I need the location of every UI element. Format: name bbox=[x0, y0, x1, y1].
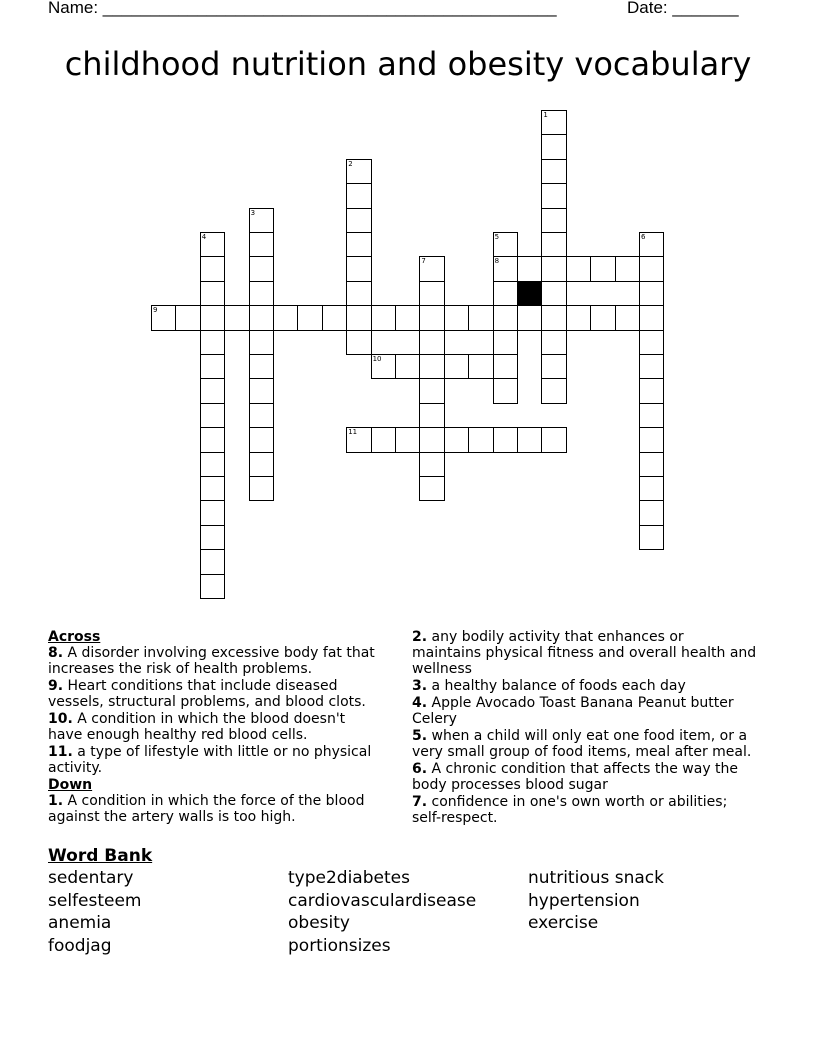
clue-text: A condition in which the blood doesn't have enough healthy red blood cells. bbox=[48, 711, 346, 743]
crossword-cell[interactable] bbox=[249, 232, 274, 257]
word-bank-item: cardiovasculardisease bbox=[288, 891, 477, 911]
clue-number-label: 1 bbox=[543, 111, 548, 119]
crossword-cell[interactable] bbox=[200, 378, 225, 403]
clue-down-2 bbox=[412, 629, 757, 677]
crossword-cell[interactable] bbox=[639, 281, 664, 306]
crossword-cell[interactable] bbox=[590, 305, 615, 330]
word-bank-item: nutritious snack bbox=[528, 868, 664, 888]
crossword-cell[interactable] bbox=[444, 427, 469, 452]
crossword-cell[interactable] bbox=[395, 354, 420, 379]
crossword-cell[interactable] bbox=[249, 403, 274, 428]
crossword-cell[interactable] bbox=[541, 208, 566, 233]
word-bank-item: selfesteem bbox=[48, 891, 142, 911]
crossword-cell[interactable] bbox=[639, 427, 664, 452]
crossword-cell[interactable] bbox=[346, 281, 371, 306]
clue-text: confidence in one's own worth or abilities; self-respect. bbox=[412, 794, 728, 826]
clue-text: A condition in which the force of the blood against the artery walls is too high. bbox=[48, 793, 365, 825]
clue-number: 11. bbox=[48, 744, 73, 760]
crossword-cell[interactable] bbox=[249, 452, 274, 477]
clue-number-label: 11 bbox=[348, 428, 358, 437]
clue-down-6 bbox=[412, 761, 757, 793]
word-bank-item: sedentary bbox=[48, 868, 134, 888]
clue-number: 9. bbox=[48, 678, 64, 694]
crossword-cell[interactable] bbox=[346, 183, 371, 208]
clue-down-5 bbox=[412, 728, 757, 760]
crossword-cell[interactable] bbox=[444, 354, 469, 379]
name-field[interactable]: Name: ________________________________________________ bbox=[48, 0, 557, 17]
crossword-cell[interactable] bbox=[493, 256, 518, 281]
crossword-cell[interactable] bbox=[249, 476, 274, 501]
clue-down-1 bbox=[48, 793, 383, 825]
crossword-cell[interactable] bbox=[371, 354, 396, 379]
clue-text: a healthy balance of foods each day bbox=[431, 678, 686, 694]
crossword-cell[interactable] bbox=[541, 330, 566, 355]
crossword-cell[interactable] bbox=[419, 354, 444, 379]
crossword-cell[interactable] bbox=[371, 427, 396, 452]
clue-down-3 bbox=[412, 678, 757, 694]
crossword-cell[interactable] bbox=[200, 232, 225, 257]
clue-text: any bodily activity that enhances or maintains physical fitness and overall health and wellness bbox=[412, 629, 757, 677]
clue-number: 6. bbox=[412, 761, 428, 777]
crossword-cell[interactable] bbox=[493, 354, 518, 379]
crossword-cell[interactable] bbox=[639, 525, 664, 550]
clue-number: 3. bbox=[412, 678, 428, 694]
clue-text: a type of lifestyle with little or no physical activity. bbox=[48, 744, 372, 776]
clue-number-label: 10 bbox=[372, 355, 382, 363]
clue-number: 4. bbox=[412, 695, 428, 711]
crossword-cell[interactable] bbox=[639, 476, 664, 501]
clue-number-label: 9 bbox=[153, 306, 158, 315]
crossword-cell[interactable] bbox=[468, 427, 493, 452]
crossword-cell[interactable] bbox=[493, 305, 518, 330]
crossword-cell[interactable] bbox=[566, 305, 591, 330]
crossword-cell[interactable] bbox=[444, 305, 469, 330]
clue-across-8 bbox=[48, 645, 383, 677]
crossword-cell[interactable] bbox=[541, 110, 566, 135]
crossword-cell[interactable] bbox=[493, 281, 518, 306]
clues-left-column bbox=[48, 629, 383, 826]
crossword-cell[interactable] bbox=[200, 305, 225, 330]
crossword-cell[interactable] bbox=[639, 378, 664, 403]
crossword-cell[interactable] bbox=[249, 256, 274, 281]
clue-number-label: 3 bbox=[250, 208, 256, 217]
crossword-cell[interactable] bbox=[200, 281, 225, 306]
crossword-cell[interactable] bbox=[419, 281, 444, 306]
crossword-cell[interactable] bbox=[249, 281, 274, 306]
crossword-cell[interactable] bbox=[541, 354, 566, 379]
clue-number-label: 8 bbox=[494, 257, 500, 266]
crossword-cell[interactable] bbox=[249, 378, 274, 403]
crossword-cell[interactable] bbox=[468, 354, 493, 379]
crossword-cell[interactable] bbox=[419, 427, 444, 452]
crossword-cell[interactable] bbox=[200, 549, 225, 574]
clue-number: 7. bbox=[412, 794, 428, 810]
crossword-cell[interactable] bbox=[151, 305, 176, 330]
crossword-cell[interactable] bbox=[541, 281, 566, 306]
crossword-cell[interactable] bbox=[346, 256, 371, 281]
crossword-cell[interactable] bbox=[249, 305, 274, 330]
crossword-cell[interactable] bbox=[200, 256, 225, 281]
crossword-cell[interactable] bbox=[541, 256, 566, 281]
crossword-cell[interactable] bbox=[200, 452, 225, 477]
word-bank-title: Word Bank bbox=[48, 846, 153, 866]
crossword-cell[interactable] bbox=[541, 232, 566, 257]
crossword-cell[interactable] bbox=[249, 330, 274, 355]
clue-down-4 bbox=[412, 695, 757, 727]
crossword-cell[interactable] bbox=[541, 183, 566, 208]
crossword-cell[interactable] bbox=[346, 159, 371, 184]
crossword-cell[interactable] bbox=[615, 305, 640, 330]
crossword-cell[interactable] bbox=[615, 256, 640, 281]
crossword-black-cell bbox=[517, 281, 542, 306]
date-field[interactable]: Date: _______ bbox=[627, 0, 739, 17]
crossword-cell[interactable] bbox=[346, 427, 371, 452]
crossword-cell[interactable] bbox=[639, 330, 664, 355]
clue-text: Apple Avocado Toast Banana Peanut butter Celery bbox=[412, 695, 734, 727]
crossword-cell[interactable] bbox=[419, 403, 444, 428]
word-bank-item: exercise bbox=[528, 913, 599, 933]
crossword-cell[interactable] bbox=[566, 256, 591, 281]
crossword-cell[interactable] bbox=[639, 256, 664, 281]
clue-number-label: 2 bbox=[348, 159, 353, 168]
crossword-cell[interactable] bbox=[639, 403, 664, 428]
clue-number-label: 5 bbox=[494, 233, 500, 241]
crossword-cell[interactable] bbox=[249, 427, 274, 452]
down-heading: Down bbox=[48, 777, 93, 793]
crossword-cell[interactable] bbox=[395, 305, 420, 330]
crossword-cell[interactable] bbox=[419, 256, 444, 281]
clue-text: A chronic condition that affects the way the body processes blood sugar bbox=[412, 761, 739, 793]
crossword-cell[interactable] bbox=[200, 476, 225, 501]
clue-down-7 bbox=[412, 794, 757, 826]
crossword-cell[interactable] bbox=[419, 452, 444, 477]
clue-number-label: 7 bbox=[421, 257, 426, 266]
crossword-cell[interactable] bbox=[200, 525, 225, 550]
crossword-cell[interactable] bbox=[517, 256, 542, 281]
crossword-cell[interactable] bbox=[639, 305, 664, 330]
crossword-cell[interactable] bbox=[200, 427, 225, 452]
clue-number: 5. bbox=[412, 728, 428, 744]
crossword-cell[interactable] bbox=[200, 354, 225, 379]
clues-right-column bbox=[412, 629, 757, 827]
crossword-cell[interactable] bbox=[541, 427, 566, 452]
crossword-cell[interactable] bbox=[517, 427, 542, 452]
clue-number-label: 6 bbox=[641, 233, 646, 241]
crossword-cell[interactable] bbox=[200, 403, 225, 428]
crossword-cell[interactable] bbox=[517, 305, 542, 330]
crossword-cell[interactable] bbox=[493, 378, 518, 403]
crossword-cell[interactable] bbox=[297, 305, 322, 330]
crossword-cell[interactable] bbox=[639, 354, 664, 379]
crossword-cell[interactable] bbox=[541, 159, 566, 184]
crossword-cell[interactable] bbox=[541, 378, 566, 403]
clue-number-label: 4 bbox=[201, 233, 207, 241]
clue-number: 8. bbox=[48, 645, 64, 661]
crossword-cell[interactable] bbox=[493, 232, 518, 257]
page-title: childhood nutrition and obesity vocabulary bbox=[64, 45, 752, 83]
clue-text: Heart conditions that include diseased vessels, structural problems, and blood clots. bbox=[48, 678, 366, 710]
crossword-cell[interactable] bbox=[371, 305, 396, 330]
clue-across-9 bbox=[48, 678, 383, 710]
crossword-cell[interactable] bbox=[419, 476, 444, 501]
crossword-cell[interactable] bbox=[590, 256, 615, 281]
clue-across-11 bbox=[48, 744, 383, 776]
crossword-cell[interactable] bbox=[273, 305, 298, 330]
crossword-cell[interactable] bbox=[541, 305, 566, 330]
crossword-cell[interactable] bbox=[346, 232, 371, 257]
word-bank-item: obesity bbox=[288, 913, 350, 933]
crossword-cell[interactable] bbox=[346, 208, 371, 233]
word-bank-item: hypertension bbox=[528, 891, 640, 911]
crossword-cell[interactable] bbox=[639, 232, 664, 257]
crossword-cell[interactable] bbox=[200, 330, 225, 355]
clue-number: 10. bbox=[48, 711, 73, 727]
crossword-cell[interactable] bbox=[493, 330, 518, 355]
crossword-cell[interactable] bbox=[200, 574, 225, 599]
word-bank-item: anemia bbox=[48, 913, 112, 933]
crossword-cell[interactable] bbox=[249, 208, 274, 233]
crossword-cell[interactable] bbox=[249, 354, 274, 379]
across-heading: Across bbox=[48, 629, 101, 645]
crossword-cell[interactable] bbox=[224, 305, 249, 330]
word-bank-item: type2diabetes bbox=[288, 868, 410, 888]
clue-text: when a child will only eat one food item, or a very small group of food items, meal after meal. bbox=[412, 728, 752, 760]
clue-text: A disorder involving excessive body fat that increases the risk of health problems. bbox=[48, 645, 375, 677]
crossword-cell[interactable] bbox=[175, 305, 200, 330]
clue-number: 2. bbox=[412, 629, 428, 645]
clue-across-10 bbox=[48, 711, 383, 743]
crossword-cell[interactable] bbox=[200, 500, 225, 525]
crossword-cell[interactable] bbox=[419, 378, 444, 403]
crossword-cell[interactable] bbox=[639, 500, 664, 525]
crossword-cell[interactable] bbox=[639, 452, 664, 477]
clue-number: 1. bbox=[48, 793, 64, 809]
crossword-cell[interactable] bbox=[346, 305, 371, 330]
crossword-cell[interactable] bbox=[346, 330, 371, 355]
crossword-cell[interactable] bbox=[322, 305, 347, 330]
crossword-cell[interactable] bbox=[493, 427, 518, 452]
crossword-cell[interactable] bbox=[468, 305, 493, 330]
word-bank-item: portionsizes bbox=[288, 936, 391, 956]
word-bank-item: foodjag bbox=[48, 936, 112, 956]
crossword-cell[interactable] bbox=[419, 330, 444, 355]
crossword-cell[interactable] bbox=[395, 427, 420, 452]
crossword-cell[interactable] bbox=[419, 305, 444, 330]
crossword-cell[interactable] bbox=[541, 134, 566, 159]
